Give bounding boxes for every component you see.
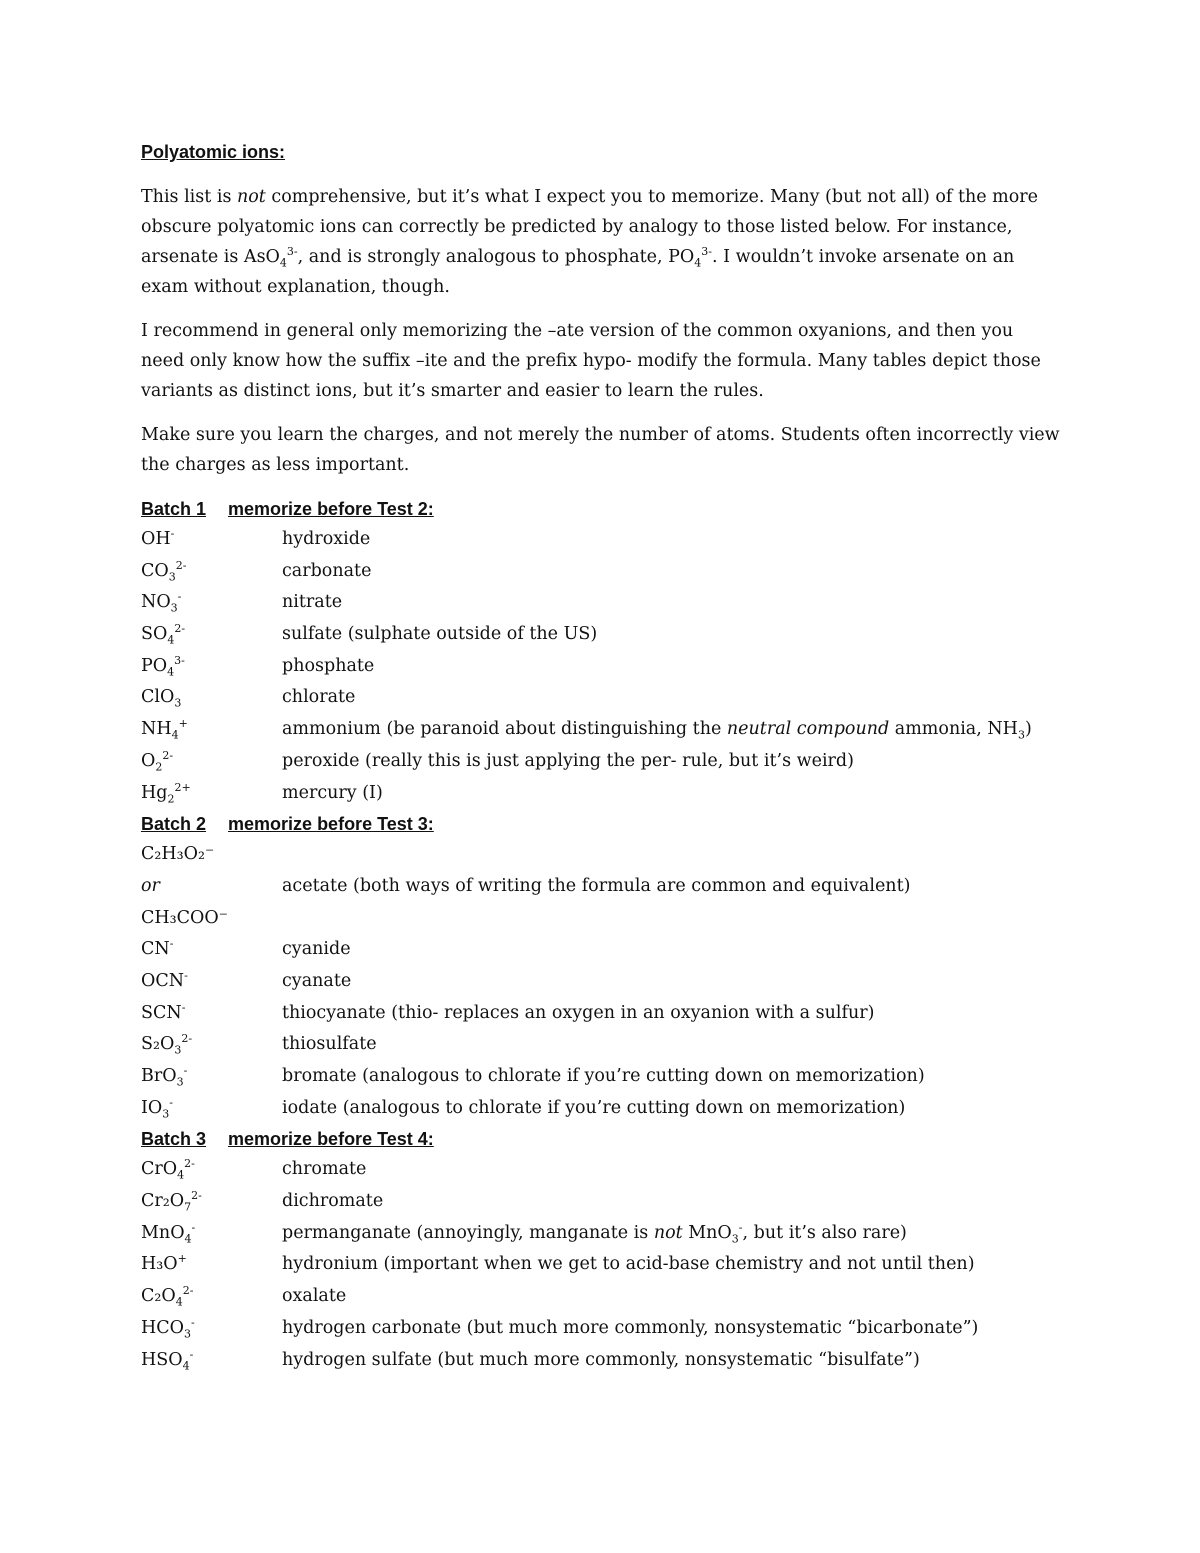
ion-description: chromate [282, 1159, 367, 1180]
subscript: 4 [279, 256, 287, 270]
ion-formula: MnO$_4$- [141, 1220, 196, 1246]
batch-label: Batch 3 [141, 1129, 207, 1150]
ion-formula: CH₃COO⁻ [141, 907, 228, 928]
ion-row [141, 714, 1061, 746]
ion-formula: OH- [141, 527, 175, 549]
ion-row [141, 1154, 1061, 1186]
ion-description: iodate (analogous to chlorate if you’re cutting down on memorization) [282, 1097, 906, 1118]
ion-row [141, 524, 1061, 556]
ion-row-acetate-formula-1 [141, 839, 1061, 871]
ion-row [141, 1249, 1061, 1281]
ion-formula: H₃O+ [141, 1252, 187, 1275]
ion-description: bromate (analogous to chlorate if you’re cutting down on memorization) [282, 1066, 925, 1086]
ion-description: nitrate [282, 592, 343, 613]
ion-description: dichromate [282, 1191, 384, 1212]
ion-row [141, 1093, 1061, 1125]
subscript: 4 [694, 256, 702, 270]
intro-paragraph-2: I recommend in general only memorizing the –ate version of the common oxyanions, and then you need only know how the suffix –ite and the prefix hypo- modify the formula. Many tables depict those variants as distinct ions, but it’s smarter and easier to learn the rules. [141, 321, 1041, 401]
ion-row [141, 556, 1061, 588]
batch-label: Batch 2 [141, 814, 207, 835]
ion-description: carbonate [282, 560, 372, 581]
ion-formula: $NO_3^-$ [141, 590, 182, 615]
batch-3-ion-list [141, 1154, 1061, 1376]
ion-description: permanganate (annoyingly, manganate is not MnO$_3$-, but it’s also rare) [282, 1220, 907, 1246]
ion-row-acetate-formula-2 [141, 903, 1061, 935]
ion-row-acetate [141, 871, 1061, 903]
ion-formula: $O_2^{2-}$ [141, 748, 174, 774]
intro-text: . I wouldn’t invoke arsenate on an exam without explanation, though. [141, 247, 1015, 297]
intro-paragraph-1 [141, 182, 1061, 302]
ion-formula: $Hg_2^{2+}$ [141, 780, 191, 805]
ion-formula: $NH_4^+$ [141, 717, 188, 742]
page-title: Polyatomic ions: [141, 142, 286, 162]
ion-description: hydrogen sulfate (but much more commonly, nonsystematic “bisulfate”) [282, 1349, 920, 1370]
batch-1-heading [141, 494, 1061, 524]
ion-formula: $S_2O_3^{2-}$ [141, 1032, 193, 1057]
ion-formula: $C_2O_4^{2-}$ [141, 1284, 194, 1309]
ion-formula: SCN- [141, 1000, 186, 1023]
ion-row [141, 587, 1061, 619]
intro-text: This list is [141, 187, 237, 207]
ion-formula: $IO_3^-$ [141, 1095, 173, 1121]
ion-row [141, 619, 1061, 651]
ion-description: hydronium (important when we get to acid-base chemistry and not until then) [282, 1254, 975, 1275]
batch-note: memorize before Test 4: [228, 1129, 434, 1150]
ion-description: peroxide (really this is just applying the per- rule, but it’s weird) [282, 750, 854, 771]
batch-1-ion-list [141, 524, 1061, 809]
superscript: 3- [286, 245, 298, 259]
intro-text: comprehensive, but it’s what I expect you to memorize. Many (but not all) of the more obscure polyatomic ions can correctly be predicted by analogy to those listed below. For instance, arsenate is AsO [141, 187, 1039, 267]
ion-description: phosphate [282, 655, 375, 676]
ion-description: thiocyanate (thio- replaces an oxygen in an oxyanion with a sulfur) [282, 1002, 875, 1023]
ion-row [141, 998, 1061, 1030]
ion-description: chlorate [282, 687, 356, 708]
ion-description: thiosulfate [282, 1034, 377, 1055]
ion-formula: $CO_3^{2-}$ [141, 558, 187, 584]
ion-row [141, 934, 1061, 966]
intro-paragraph-3: Make sure you learn the charges, and not merely the number of atoms. Students often incorrectly view the charges as less important. [141, 425, 1060, 475]
ion-description: mercury (I) [282, 782, 383, 803]
or-label: or [141, 875, 160, 896]
ion-description: hydroxide [282, 529, 371, 549]
ion-formula: $HSO_4^-$ [141, 1347, 194, 1372]
batch-3-heading [141, 1124, 1061, 1154]
ion-row [141, 1281, 1061, 1313]
ion-row [141, 1186, 1061, 1218]
batch-2-heading [141, 809, 1061, 839]
ion-description: cyanate [282, 970, 352, 991]
ion-formula: $Cr_2O_7^{2-}$ [141, 1189, 202, 1214]
intro-text: , and is strongly analogous to phosphate, PO [297, 247, 695, 267]
ion-description: acetate (both ways of writing the formula are common and equivalent) [282, 875, 911, 896]
intro-emphasis: not [237, 187, 266, 207]
ion-row [141, 778, 1061, 810]
ion-formula: ClO$_3$ [141, 687, 182, 710]
ion-row [141, 1218, 1061, 1250]
ion-formula: OCN- [141, 969, 188, 991]
batch-note: memorize before Test 2: [228, 499, 434, 519]
ion-formula: C₂H₃O₂⁻ [141, 844, 215, 865]
ion-formula: $SO_4^{2-}$ [141, 622, 186, 647]
ion-description: sulfate (sulphate outside of the US) [282, 624, 598, 645]
superscript: 3- [701, 245, 712, 259]
ion-row [141, 966, 1061, 998]
ion-description: hydrogen carbonate (but much more commonly, nonsystematic “bicarbonate”) [282, 1317, 979, 1338]
ion-formula: CrO$_4^{2-}$ [141, 1157, 195, 1182]
ion-row [141, 1029, 1061, 1061]
ion-row [141, 682, 1061, 714]
ion-description: oxalate [282, 1286, 347, 1307]
ion-formula-or [141, 871, 282, 903]
ion-row [141, 651, 1061, 683]
document-page [141, 140, 1061, 1376]
ion-row [141, 1313, 1061, 1345]
ion-formula: $PO_4^{3-}$ [141, 653, 185, 679]
batch-label: Batch 1 [141, 499, 207, 519]
ion-row [141, 1061, 1061, 1093]
batch-note: memorize before Test 3: [228, 814, 434, 835]
ion-description: cyanide [282, 939, 351, 960]
batch-2-ion-list [141, 934, 1061, 1124]
ion-row [141, 1345, 1061, 1377]
ion-formula: BrO$_3$- [141, 1064, 188, 1089]
ion-formula: CN- [141, 937, 174, 960]
ion-description: ammonium (be paranoid about distinguishing the neutral compound ammonia, $NH_3$) [282, 719, 1032, 742]
ion-row [141, 746, 1061, 778]
ion-formula: $HCO_3^-$ [141, 1315, 195, 1341]
